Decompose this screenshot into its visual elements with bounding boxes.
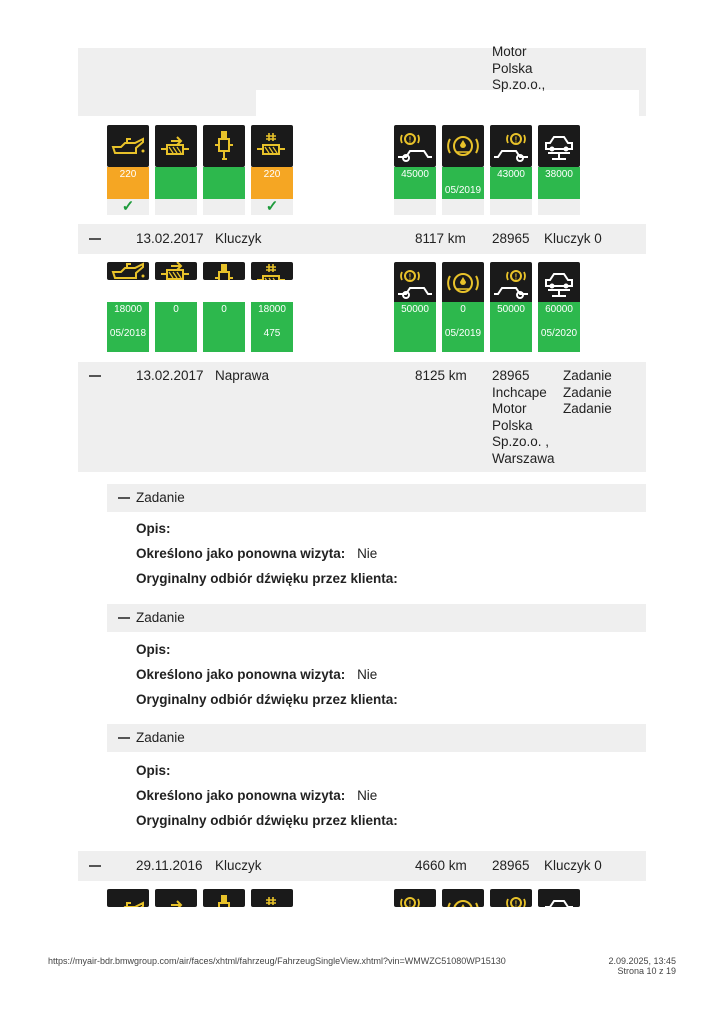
entry-km: 8117 km	[415, 231, 466, 246]
task-revisit	[136, 546, 377, 563]
service-value-rear-brake: 50000	[490, 302, 532, 352]
entry-km: 4660 km	[415, 858, 467, 873]
top-company-text	[492, 44, 545, 94]
service-value-inspection: 38000	[538, 167, 580, 199]
service-value-fuel-filter	[155, 167, 197, 199]
service-value-brake-fluid: 0 05/2019	[442, 302, 484, 352]
task-header[interactable]	[107, 724, 646, 752]
task-title: Zadanie	[136, 730, 185, 745]
task-opis-label: Opis:	[136, 521, 171, 536]
service-value-front-brake: 50000	[394, 302, 436, 352]
entry-workshop: 28965 Inchcape Motor Polska Sp.zo.o. , Warszawa	[492, 368, 555, 466]
entry-type: Naprawa	[215, 368, 270, 383]
company-line: Motor	[492, 44, 527, 59]
service-value-fuel-filter: 0	[155, 302, 197, 352]
entry-type: Kluczyk	[215, 231, 262, 246]
fuel-filter-icon	[155, 889, 197, 907]
task-opis-label: Opis:	[136, 642, 171, 657]
task-header[interactable]	[107, 604, 646, 632]
collapse-icon[interactable]	[89, 865, 101, 867]
service-value-inspection: 60000 05/2020	[538, 302, 580, 352]
collapse-icon[interactable]	[89, 375, 101, 377]
check-empty	[442, 199, 484, 215]
service-value-oil: 220	[107, 167, 149, 199]
entry-date: 29.11.2016	[136, 858, 203, 873]
entry-code: 28965	[492, 858, 530, 873]
task-opis-label: Opis:	[136, 763, 171, 778]
particle-filter-icon	[251, 889, 293, 907]
service-value-oil: 18000 05/2018	[107, 302, 149, 352]
entry-code: 28965	[492, 231, 530, 246]
oil-can-icon	[107, 889, 149, 907]
task-revisit	[136, 667, 377, 684]
service-value-front-brake: 45000	[394, 167, 436, 199]
particle-filter-icon	[251, 262, 293, 280]
entry-km: 8125 km	[415, 368, 467, 383]
brake-fluid-icon	[442, 125, 484, 167]
front-brake-icon	[394, 889, 436, 907]
task-title: Zadanie	[136, 490, 185, 505]
rear-brake-icon	[490, 262, 532, 304]
collapse-icon[interactable]	[118, 497, 130, 499]
task-sound-label: Oryginalny odbiór dźwięku przez klienta:	[136, 571, 398, 586]
task-sound-label: Oryginalny odbiór dźwięku przez klienta:	[136, 692, 398, 707]
task-sound-label: Oryginalny odbiór dźwięku przez klienta:	[136, 813, 398, 828]
service-value-spark-plug	[203, 167, 245, 199]
entry-key: Kluczyk 0	[544, 231, 602, 246]
history-row[interactable]	[78, 851, 646, 881]
fuel-filter-icon	[155, 262, 197, 280]
entry-date: 13.02.2017	[136, 368, 204, 383]
check-mark-icon: ✓	[251, 199, 293, 215]
service-value-rear-brake: 43000	[490, 167, 532, 199]
task-revisit-label: Określono jako ponowna wizyta:	[136, 667, 346, 682]
front-brake-icon	[394, 125, 436, 167]
service-value-brake-fluid: 05/2019	[442, 167, 484, 199]
collapse-icon[interactable]	[118, 617, 130, 619]
service-value-spark-plug: 0	[203, 302, 245, 352]
footer-page-number: Strona 10 z 19	[617, 966, 676, 976]
brake-fluid-icon	[442, 889, 484, 907]
oil-can-icon	[107, 125, 149, 167]
history-row[interactable]	[78, 224, 646, 254]
check-empty	[538, 199, 580, 215]
task-revisit-label: Określono jako ponowna wizyta:	[136, 546, 346, 561]
spark-plug-icon	[203, 125, 245, 167]
rear-brake-icon	[490, 125, 532, 167]
vehicle-inspection-icon	[538, 889, 580, 907]
check-empty	[203, 199, 245, 215]
brake-fluid-icon	[442, 262, 484, 304]
vehicle-inspection-icon	[538, 262, 580, 304]
entry-tasks: Zadanie Zadanie Zadanie	[563, 368, 612, 416]
task-header[interactable]	[107, 484, 646, 512]
check-empty	[155, 199, 197, 215]
footer-url[interactable]: https://myair-bdr.bmwgroup.com/air/faces/xhtml/fahrzeug/FahrzeugSingleView.xhtml?vin=WMWZC51080WP15130	[48, 956, 506, 966]
entry-date: 13.02.2017	[136, 231, 204, 246]
service-value-particle-filter: 18000 475	[251, 302, 293, 352]
company-line: Sp.zo.o.,	[492, 77, 546, 92]
top-record-white-inset	[256, 90, 639, 116]
spark-plug-icon	[203, 889, 245, 907]
front-brake-icon	[394, 262, 436, 304]
company-line: Polska	[492, 60, 533, 76]
task-revisit	[136, 788, 377, 805]
check-empty	[490, 199, 532, 215]
task-revisit-value: Nie	[357, 546, 378, 561]
check-empty	[394, 199, 436, 215]
collapse-icon[interactable]	[118, 737, 130, 739]
task-revisit-label: Określono jako ponowna wizyta:	[136, 788, 346, 803]
history-row[interactable]	[78, 362, 646, 472]
task-revisit-value: Nie	[357, 788, 378, 803]
fuel-filter-icon	[155, 125, 197, 167]
collapse-icon[interactable]	[89, 238, 101, 240]
rear-brake-icon	[490, 889, 532, 907]
footer-datetime: 2.09.2025, 13:45	[608, 956, 676, 966]
task-title: Zadanie	[136, 610, 185, 625]
vehicle-inspection-icon	[538, 125, 580, 167]
oil-can-icon	[107, 262, 149, 280]
particle-filter-icon	[251, 125, 293, 167]
entry-type: Kluczyk	[215, 858, 262, 873]
task-revisit-value: Nie	[357, 667, 378, 682]
service-value-particle-filter: 220	[251, 167, 293, 199]
check-mark-icon: ✓	[107, 199, 149, 215]
spark-plug-icon	[203, 262, 245, 280]
entry-key: Kluczyk 0	[544, 858, 602, 873]
